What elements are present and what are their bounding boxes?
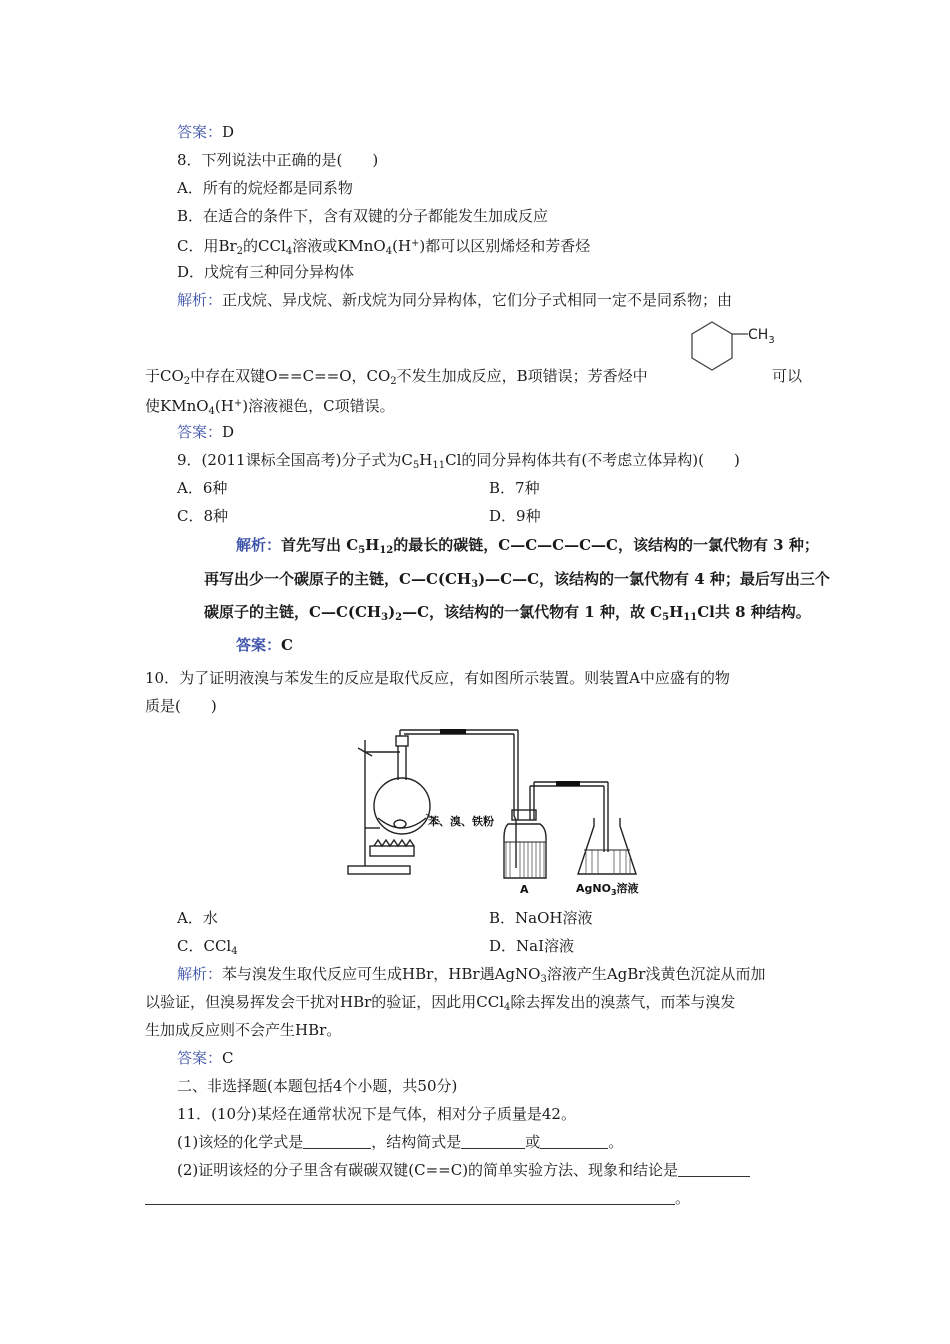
agno3-label: AgNO$_3$溶液 xyxy=(576,882,639,897)
q8-explanation-1: 解析：正戊烷、异戊烷、新戊烷为同分异构体，它们分子式相同一定不是同系物；由 xyxy=(177,291,733,309)
q8-stem: 8．下列说法中正确的是( ) xyxy=(177,151,379,169)
q9-explanation-2: 再写出少一个碳原子的主链，$C—C(CH_3)—C—C$，该结构的一氯代物有 4 种；最后写出三个 xyxy=(204,570,830,590)
q10-option-b: B．NaOH溶液 xyxy=(489,909,593,927)
q9-stem: 9．(2011课标全国高考)分子式为$C_5H_{11}Cl$的同分异构体共有(不考虑立体异构)( ) xyxy=(177,451,740,471)
q10-option-c: C．CCl$_4$ xyxy=(177,937,238,957)
toluene-structure xyxy=(680,318,780,384)
answer-10: 答案：C xyxy=(177,1049,234,1067)
bottle-a-label: A xyxy=(520,883,529,896)
svg-text:CH3: $CH_3$ xyxy=(748,327,775,346)
q9-option-a: A．6种 xyxy=(177,479,228,497)
q11-part-1: (1)该烃的化学式是 ，结构简式是 或 。 xyxy=(177,1133,624,1151)
answer-9: 答案：C xyxy=(236,636,293,654)
q10-stem-2: 质是( ) xyxy=(145,697,217,715)
q9-option-c: C．8种 xyxy=(177,507,229,525)
q11-part-2: (2)证明该烃的分子里含有碳碳双键(C==C)的简单实验方法、现象和结论是 xyxy=(177,1160,750,1180)
reagent-label: 苯、溴、铁粉 xyxy=(428,815,494,828)
q8-option-b: B．在适合的条件下，含有双键的分子都能发生加成反应 xyxy=(177,207,549,225)
answer-8: 答案：D xyxy=(177,423,235,441)
q9-option-b: B．7种 xyxy=(489,479,540,497)
q8-explanation-3: 使KMnO$_4$(H+)溶液褪色，C项错误。 xyxy=(145,397,395,417)
q9-explanation-3: 碳原子的主链，$C—C(CH_3)_2—C$，该结构的一氯代物有 1 种，故 $C_5H_{11}Cl$共 8 种结构。 xyxy=(204,603,811,623)
q10-explanation-1: 解析：苯与溴发生取代反应可生成HBr，HBr遇AgNO$_3$溶液产生AgBr浅黄色沉淀从而加 xyxy=(177,965,766,985)
q9-option-d: D．9种 xyxy=(489,507,541,525)
q9-explanation-1: 解析：首先写出 $C_5H_{12}$的最长的碳链，C—C—C—C—C，该结构的一氯代物有 3 种； xyxy=(236,536,819,556)
q11-stem: 11．(10分)某烃在通常状况下是气体，相对分子质量是42。 xyxy=(177,1105,576,1123)
q10-option-d: D．NaI溶液 xyxy=(489,937,575,955)
q8-explanation-2-tail: 可以 xyxy=(772,367,803,385)
q10-option-a: A．水 xyxy=(177,909,218,927)
q10-stem-1: 10．为了证明液溴与苯发生的反应是取代反应，有如图所示装置。则装置A中应盛有的物 xyxy=(145,669,730,687)
q8-option-a: A．所有的烷烃都是同系物 xyxy=(177,179,353,197)
q10-explanation-3: 生加成反应则不会产生HBr。 xyxy=(145,1021,342,1039)
q8-option-d: D．戊烷有三种同分异构体 xyxy=(177,263,355,281)
q8-explanation-2: 于$CO_2$中存在双键O==C==O，$CO_2$不发生加成反应，B项错误；芳香烃中 xyxy=(145,367,648,387)
q8-option-c: C．用$Br_2$的CCl$_4$溶液或KMnO$_4$(H+)都可以区别烯烃和芳香烃 xyxy=(177,237,591,257)
section-2-heading: 二、非选择题(本题包括4个小题，共50分) xyxy=(177,1077,458,1095)
apparatus-figure xyxy=(340,728,660,900)
q10-explanation-2: 以验证，但溴易挥发会干扰对HBr的验证，因此用CCl$_4$除去挥发出的溴蒸气，而苯与溴发 xyxy=(145,993,736,1013)
answer-7: 答案：D xyxy=(177,123,235,141)
q11-part-2-answer-line: 。 xyxy=(145,1188,690,1208)
